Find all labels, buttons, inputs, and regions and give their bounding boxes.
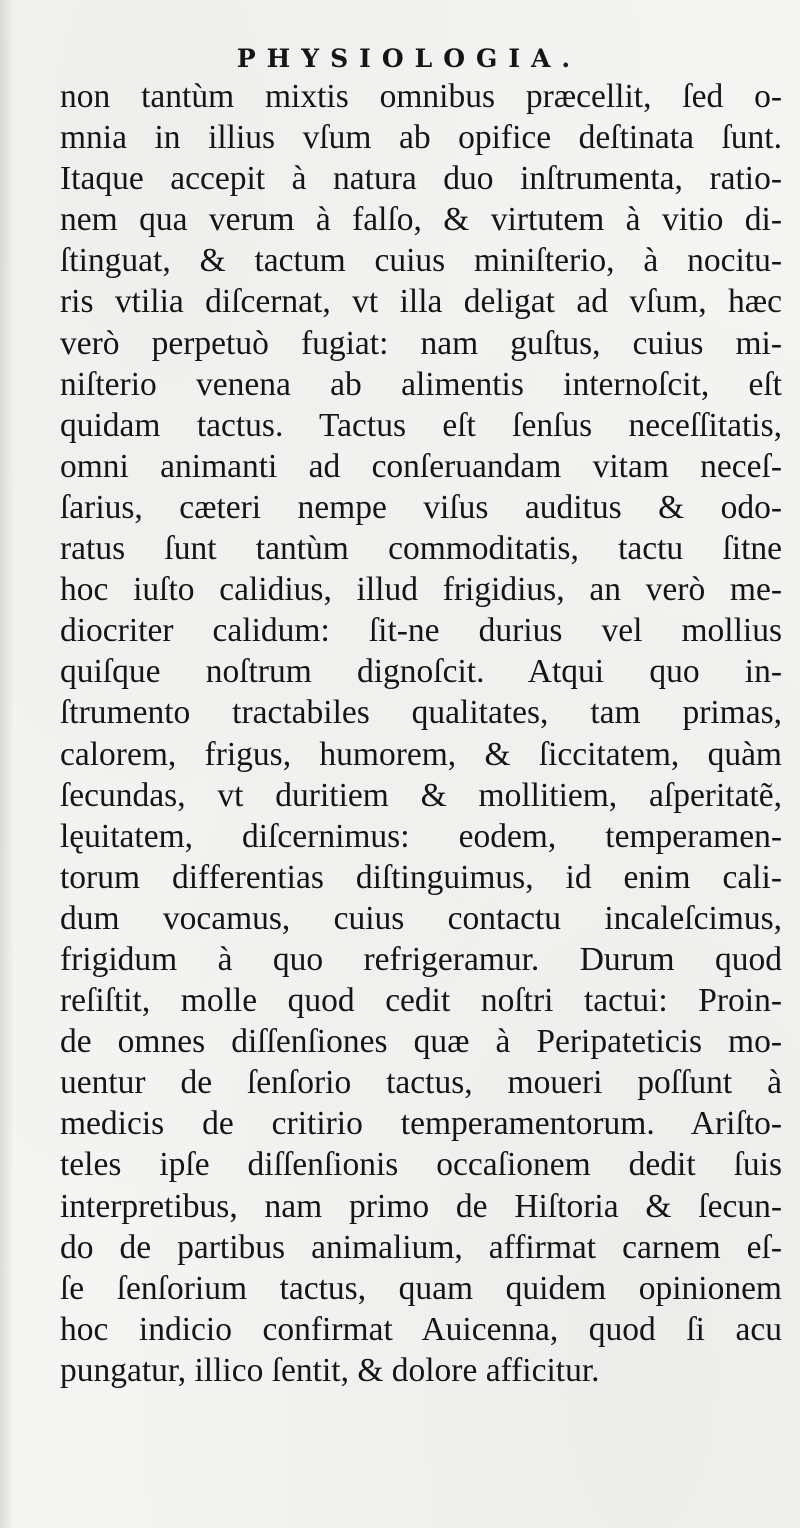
text-line: quiſque noſtrum dignoſcit. Atqui quo in- (60, 653, 782, 691)
text-line: ſtinguat, & tactum cuius miniſterio, à nocitu- (60, 242, 782, 280)
text-line: torum differentias diſtinguimus, id enim cali- (60, 858, 782, 896)
text-line: non tantùm mixtis omnibus præcellit, ſed o- (60, 78, 782, 115)
text-line: frigidum à quo refrigeramur. Durum quod (60, 940, 782, 978)
text-line: ſtrumento tractabiles qualitates, tam primas, (60, 694, 782, 732)
page-gutter-shadow (0, 0, 14, 1528)
text-line: nem qua verum à falſo, & virtutem à vitio di- (60, 201, 782, 239)
text-line: de omnes diſſenſiones quæ à Peripateticis mo- (60, 1023, 782, 1061)
text-line: calorem, frigus, humorem, & ſiccitatem, quàm (60, 735, 782, 773)
text-line: ris vtilia diſcernat, vt illa deligat ad vſum, hæc (60, 283, 782, 321)
text-line: uentur de ſenſorio tactus, moueri poſſunt à (60, 1064, 782, 1102)
text-line: do de partibus animalium, affirmat carnem eſ- (60, 1228, 782, 1266)
text-line: ratus ſunt tantùm commoditatis, tactu ſitne (60, 530, 782, 568)
text-line: niſterio venena ab alimentis internoſcit, eſt (60, 365, 782, 403)
text-line: medicis de critirio temperamentorum. Ariſto- (60, 1105, 782, 1143)
text-line: teles ipſe diſſenſionis occaſionem dedit ſuis (60, 1146, 782, 1184)
text-line: hoc indicio confirmat Auicenna, quod ſi acu (60, 1310, 782, 1348)
text-line: omni animanti ad conſeruandam vitam neceſ- (60, 447, 782, 485)
text-line: verò perpetuò fugiat: nam guſtus, cuius mi- (60, 324, 782, 362)
text-line: Itaque accepit à natura duo inſtrumenta, ratio- (60, 160, 782, 198)
text-line: interpretibus, nam primo de Hiſtoria & ſecun- (60, 1187, 782, 1225)
text-line: reſiſtit, molle quod cedit noſtri tactui: Proin- (60, 982, 782, 1020)
running-head: PHYSIOLOGIA. (236, 44, 582, 73)
text-line: diocriter calidum: ſit-ne durius vel mollius (60, 612, 782, 650)
body-text (60, 76, 782, 1391)
text-line: mnia in illius vſum ab opifice deſtinata ſunt. (60, 119, 782, 157)
text-line: ſarius, cæteri nempe viſus auditus & odo- (60, 488, 782, 526)
text-line: ſecundas, vt duritiem & mollitiem, aſperitatẽ, (60, 776, 782, 814)
text-line-last: pungatur, illico ſentit, & dolore afficitur. (60, 1351, 600, 1389)
text-line: lęuitatem, diſcernimus: eodem, temperamen- (60, 817, 782, 855)
text-line: quidam tactus. Tactus eſt ſenſus neceſſitatis, (60, 406, 782, 444)
text-line: ſe ſenſorium tactus, quam quidem opinionem (60, 1269, 782, 1307)
text-line: hoc iuſto calidius, illud frigidius, an verò me- (60, 571, 782, 609)
text-line: dum vocamus, cuius contactu incaleſcimus, (60, 899, 782, 937)
